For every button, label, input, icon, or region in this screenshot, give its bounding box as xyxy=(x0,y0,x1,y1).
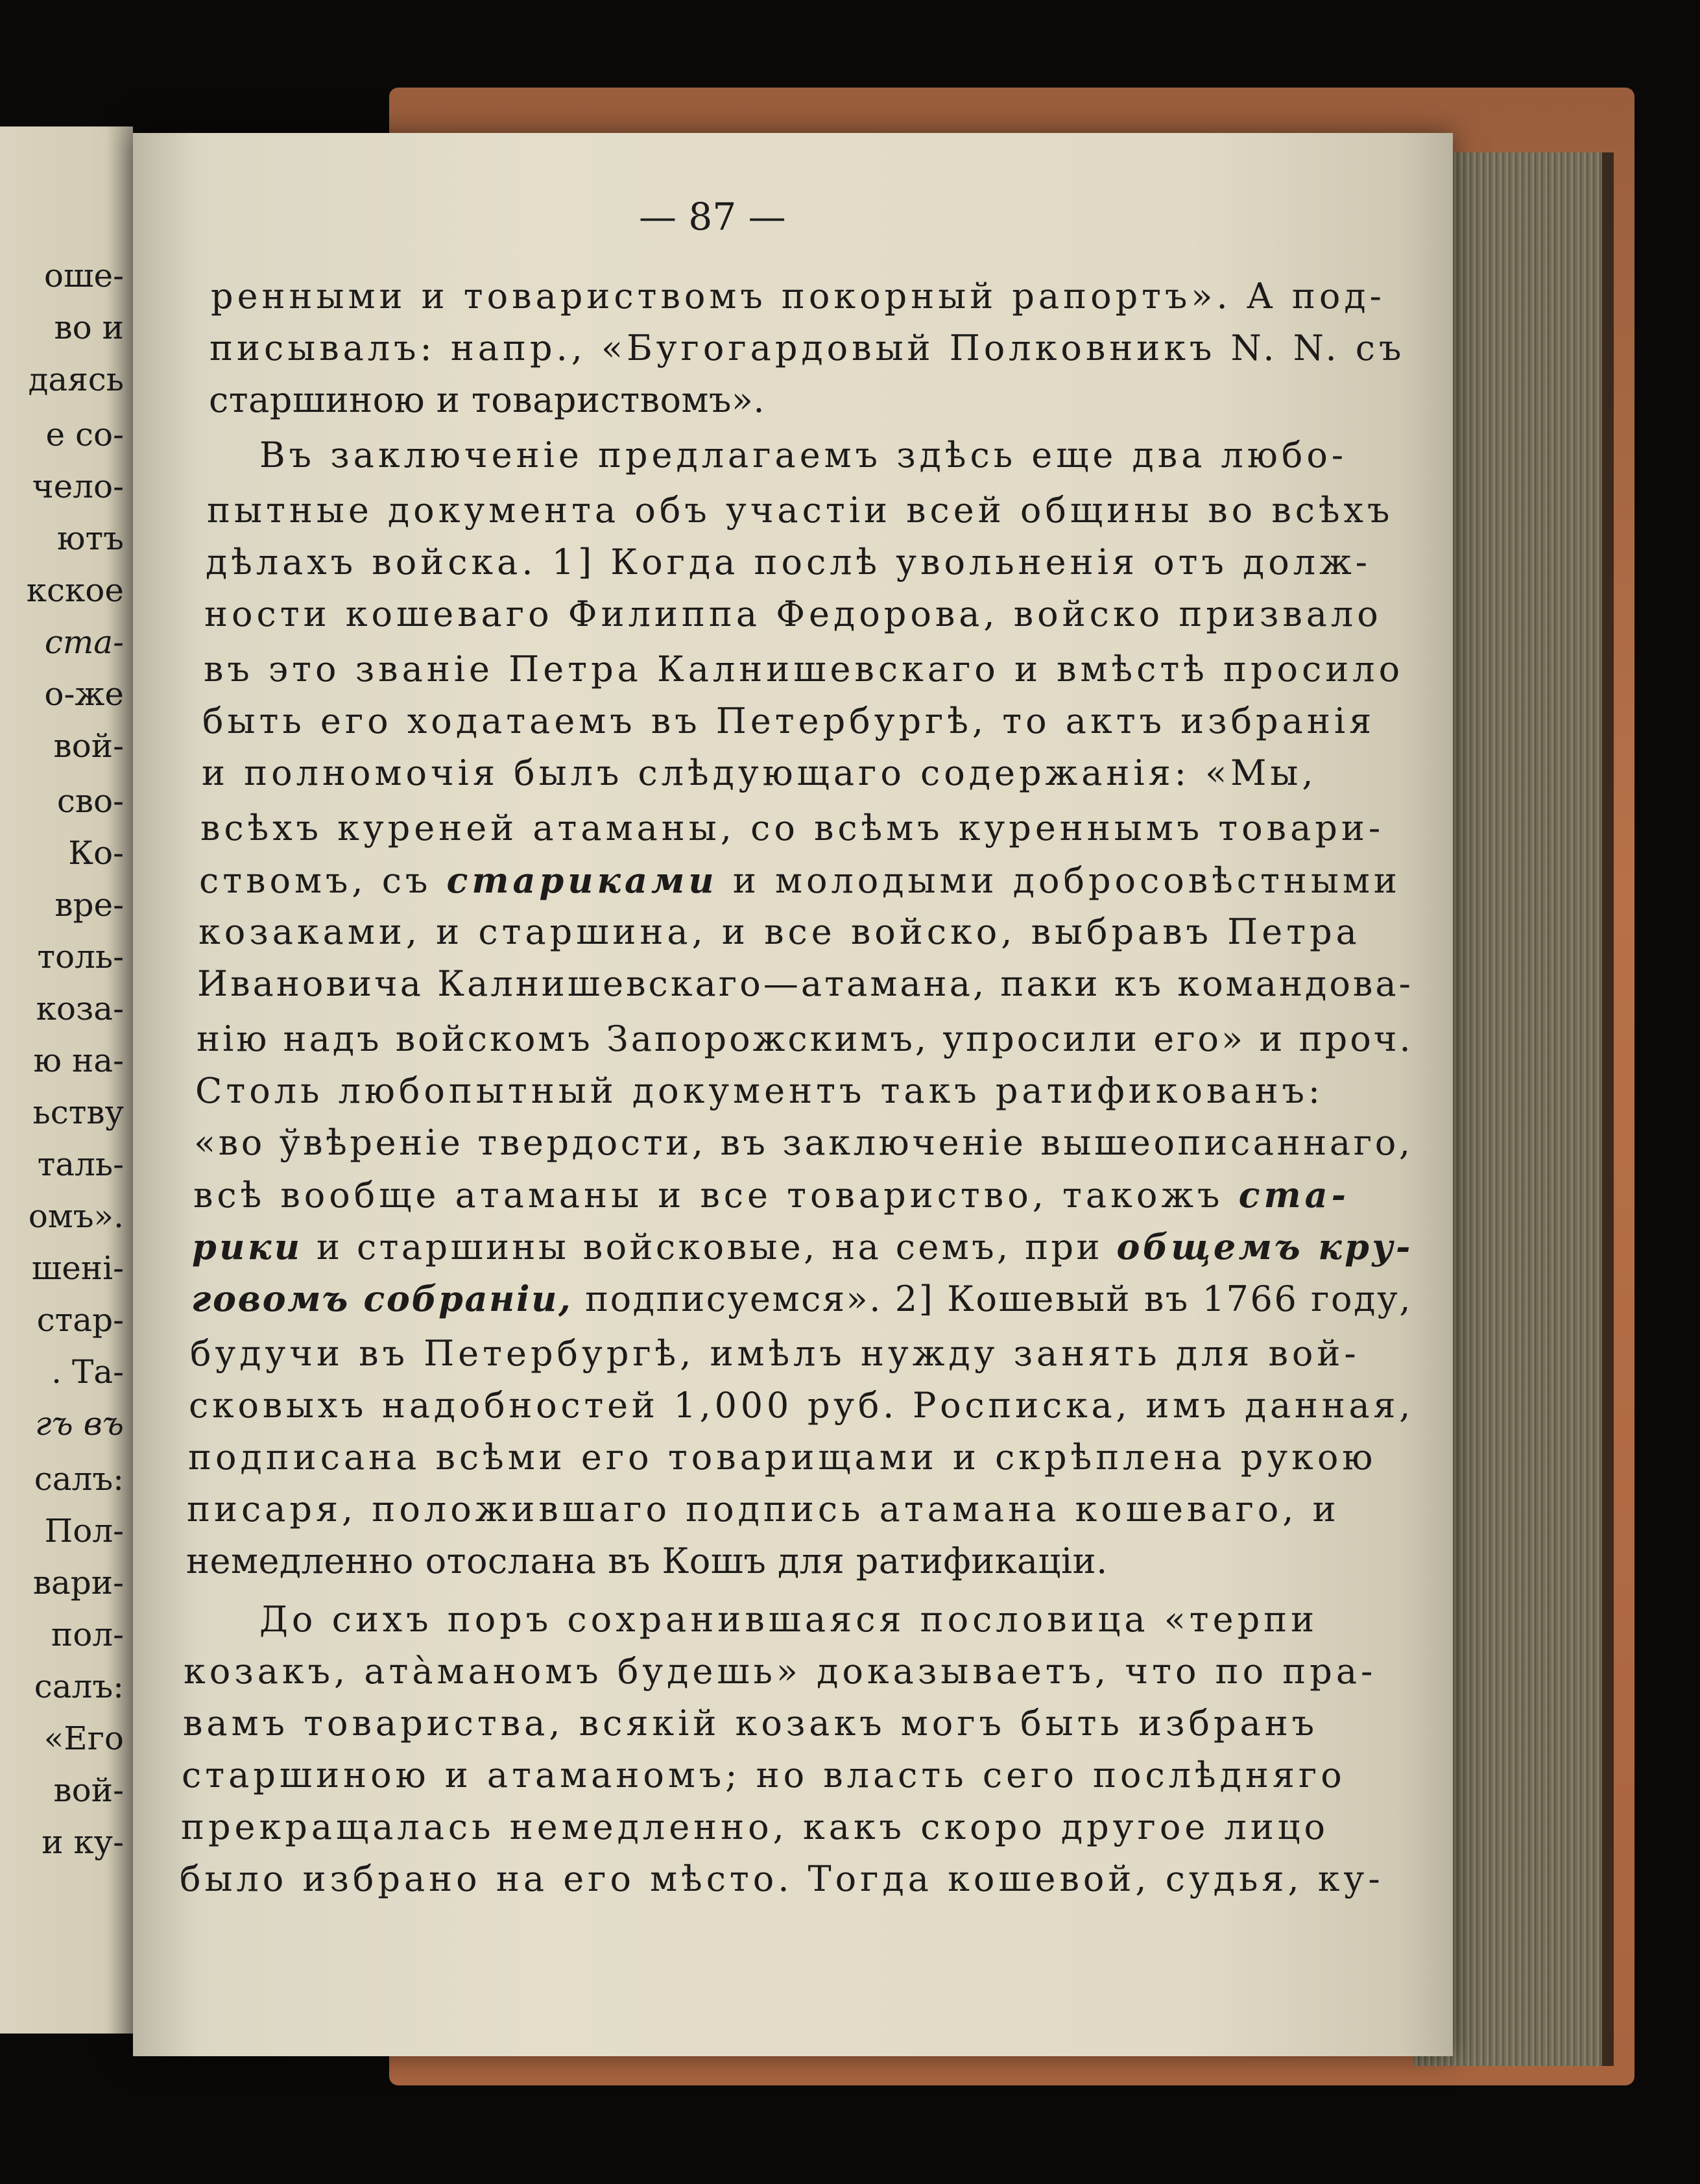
line-text: пытные документа объ участіи всей общины во всѣхъ xyxy=(207,490,1394,531)
line-text: вамъ товариства, всякій козакъ могъ быть избранъ xyxy=(183,1703,1319,1744)
line-text: Въ заключеніе предлагаемъ здѣсь еще два любо- xyxy=(259,435,1348,475)
line-text: козакъ, ата̀маномъ будешь» доказываетъ, что по пра- xyxy=(184,1651,1377,1692)
previous-page-line: Ко- xyxy=(68,834,124,872)
line-text: козаками, и старшина, и все войско, выбравъ Петра xyxy=(198,911,1361,952)
text-line xyxy=(187,1489,1340,1530)
line-text: ренными и товариствомъ покорный рапортъ». А под- xyxy=(211,276,1385,317)
previous-page-line: Пол- xyxy=(44,1512,124,1550)
text-line xyxy=(200,808,1385,848)
text-line xyxy=(190,1333,1360,1374)
text-line xyxy=(183,1703,1319,1744)
line-text: старшиною и атаманомъ; но власть сего послѣдняго xyxy=(182,1755,1346,1795)
previous-page-line: во и xyxy=(54,309,124,346)
emphasis-text: рики xyxy=(192,1226,303,1267)
previous-page-line: таль- xyxy=(37,1146,124,1183)
text-line xyxy=(195,1070,1324,1111)
line-text: Столь любопытный документъ такъ ратификованъ: xyxy=(195,1070,1324,1111)
text-line xyxy=(197,963,1413,1004)
line-text: быть его ходатаемъ въ Петербургѣ, то актъ избранія xyxy=(202,701,1376,741)
previous-page-line: даясь xyxy=(28,361,124,398)
line-text: будучи въ Петербургѣ, имѣлъ нужду занять для вой- xyxy=(190,1333,1360,1374)
previous-page-line: салъ: xyxy=(34,1460,124,1498)
emphasis-text: ста- xyxy=(1238,1174,1350,1216)
previous-page-line: . Та- xyxy=(51,1353,124,1391)
line-text: писаря, положившаго подпись атамана кошеваго, и xyxy=(187,1489,1340,1530)
line-text: сковыхъ надобностей 1,000 руб. Росписка, имъ данная, xyxy=(189,1385,1415,1426)
text-line xyxy=(207,490,1394,531)
text-line xyxy=(193,1174,1350,1216)
text-line xyxy=(180,1858,1384,1899)
text-line xyxy=(209,379,765,420)
line-text: ности кошеваго Филиппа Федорова, войско призвало xyxy=(204,594,1382,634)
text-line xyxy=(259,435,1348,475)
text-line xyxy=(204,649,1404,690)
text-line xyxy=(191,1278,1413,1319)
text-line xyxy=(197,1018,1413,1059)
text-line xyxy=(204,594,1382,634)
text-line xyxy=(198,911,1361,952)
previous-page-line: ьству xyxy=(32,1094,124,1131)
previous-page-line: чело- xyxy=(32,468,124,505)
page-number: — 87 — xyxy=(639,195,786,239)
previous-page-line: коза- xyxy=(36,990,124,1027)
line-text: было избрано на его мѣсто. Тогда кошевой, судья, ку- xyxy=(180,1858,1384,1899)
line-text: старшиною и товариствомъ». xyxy=(209,379,765,420)
previous-page-line: вой- xyxy=(53,1771,124,1809)
line-text: всѣхъ куреней атаманы, со всѣмъ куреннымъ товари- xyxy=(200,808,1385,848)
line-text: и молодыми добросовѣстными xyxy=(717,860,1401,901)
line-text: немедленно отослана въ Кошъ для ратификаціи. xyxy=(186,1541,1108,1581)
emphasis-text: общемъ кру- xyxy=(1116,1226,1413,1267)
previous-page-line: толь- xyxy=(37,938,124,976)
text-line xyxy=(210,328,1406,368)
emphasis-text: говомъ собраніи, xyxy=(191,1278,573,1319)
line-text: всѣ вообще атаманы и все товариство, такожъ xyxy=(193,1175,1239,1216)
emphasis-text: стариками xyxy=(446,859,718,901)
previous-page-line: оше- xyxy=(43,257,124,294)
text-line xyxy=(182,1755,1346,1795)
previous-page-line: шені- xyxy=(31,1249,124,1287)
previous-page-line: о-же xyxy=(44,675,124,713)
line-text: и старшины войсковые, на семъ, при xyxy=(302,1227,1117,1267)
previous-page-line: пол- xyxy=(51,1616,124,1653)
line-text: подписана всѣми его товарищами и скрѣплена рукою xyxy=(188,1437,1377,1478)
previous-page-line: кское xyxy=(26,571,124,609)
text-line xyxy=(206,542,1371,582)
line-text: Ивановича Калнишевскаго—атамана, паки къ командова- xyxy=(197,963,1413,1004)
text-line xyxy=(199,859,1401,901)
line-text: писывалъ: напр., «Бугогардовый Полковникъ N. N. съ xyxy=(210,328,1406,368)
previous-page-line: е со- xyxy=(45,416,124,453)
line-text: ствомъ, съ xyxy=(199,860,447,901)
previous-page-line: стар- xyxy=(36,1301,124,1339)
previous-page-line: ста- xyxy=(44,623,124,661)
previous-page-line: сво- xyxy=(56,782,124,820)
previous-page-line: омъ». xyxy=(28,1197,124,1235)
previous-page-line: и ку- xyxy=(42,1823,124,1861)
text-line xyxy=(192,1226,1413,1267)
text-line xyxy=(202,752,1317,793)
previous-page-line: ютъ xyxy=(56,520,124,557)
previous-page-line: ю на- xyxy=(33,1042,124,1079)
text-line xyxy=(194,1122,1413,1163)
text-line xyxy=(188,1437,1377,1478)
text-line xyxy=(184,1651,1377,1692)
previous-page-line: вой- xyxy=(53,727,124,765)
text-line xyxy=(186,1541,1108,1581)
line-text: «во ўвѣреніе твердости, въ заключеніе вышеописаннаго, xyxy=(194,1122,1413,1163)
line-text: До сихъ поръ сохранившаяся пословица «терпи xyxy=(259,1599,1319,1640)
text-line xyxy=(202,701,1376,741)
text-line xyxy=(181,1806,1329,1847)
previous-page xyxy=(0,126,133,2034)
text-line xyxy=(189,1385,1415,1426)
text-line xyxy=(211,276,1385,317)
line-text: нію надъ войскомъ Запорожскимъ, упросили его» и проч. xyxy=(197,1018,1413,1059)
text-line xyxy=(259,1599,1319,1640)
line-text: дѣлахъ войска. 1] Когда послѣ увольненія отъ долж- xyxy=(206,542,1371,582)
previous-page-line: гъ въ xyxy=(35,1405,124,1443)
previous-page-line: «Его xyxy=(43,1720,124,1757)
previous-page-line: вре- xyxy=(54,886,124,924)
previous-page-line: салъ: xyxy=(34,1668,124,1705)
line-text: въ это званіе Петра Калнишевскаго и вмѣстѣ просило xyxy=(204,649,1404,690)
line-text: прекращалась немедленно, какъ скоро другое лицо xyxy=(181,1806,1329,1847)
line-text: и полномочія былъ слѣдующаго содержанія: «Мы, xyxy=(202,752,1317,793)
line-text: подписуемся». 2] Кошевый въ 1766 году, xyxy=(572,1278,1413,1319)
previous-page-line: вари- xyxy=(32,1564,124,1602)
